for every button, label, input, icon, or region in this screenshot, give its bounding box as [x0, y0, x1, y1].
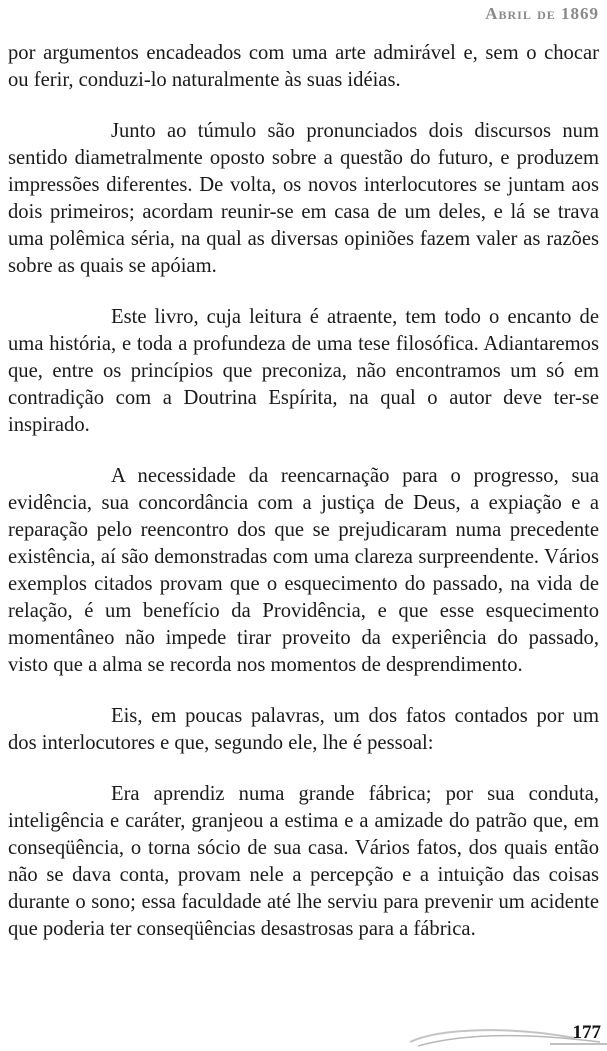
paragraph-book-review: Este livro, cuja leitura é atraente, tem todo o encanto de uma história, e toda a profundeza de uma tese filosófica. Adiantaremos que, entre os princípios que preconiza, não encontramos um só em contradição com a Doutrina Espírita, na qual o autor deve ter-se inspirado. [8, 306, 599, 436]
paragraph-reincarnation: A necessidade da reencarnação para o progresso, sua evidência, sua concordância com a justiça de Deus, a expiação e a reparação pelo reencontro dos que se prejudicaram numa precedente existência, aí são demonstradas com uma clareza surpreendente. Vários exemplos citados provam que o esquecimento do passado, na vida de relação, é um benefício da Providência, e que esse esquecimento momentâneo não impede tirar proveito da experiência do passado, visto que a alma se recorda nos momentos de desprendimento. [8, 465, 599, 676]
paragraph-story-intro: Eis, em poucas palavras, um dos fatos contados por um dos interlocutores e que, segundo ele, lhe é pessoal: [8, 705, 599, 754]
page-number: 177 [572, 1022, 601, 1043]
paragraph-apprentice-story: Era aprendiz numa grande fábrica; por sua conduta, inteligência e caráter, granjeou a estima e a amizade do patrão que, em conseqüência, o torna sócio de sua casa. Vários fatos, dos quais então não se dava conta, provam nele a percepção e a intuição das coisas durante o sono; essa faculdade até lhe serviu para prevenir um acidente que poderia ter conseqüências desastrosas para a fábrica. [8, 783, 599, 940]
running-header: Abril de 1869 [485, 4, 599, 23]
text-body [8, 40, 599, 967]
paragraph-funeral-discourses: Junto ao túmulo são pronunciados dois discursos num sentido diametralmente oposto sobre a questão do futuro, e produzem impressões diferentes. De volta, os novos interlocutores se juntam aos dois primeiros; acordam reunir-se em casa de um deles, e lá se trava uma polêmica séria, na qual as diversas opiniões fazem valer as razões sobre as quais se apóiam. [8, 120, 599, 277]
paragraph-continuation: por argumentos encadeados com uma arte admirável e, sem o chocar ou ferir, conduzi-lo naturalmente às suas idéias. [8, 42, 599, 91]
page-footer [400, 1008, 607, 1051]
